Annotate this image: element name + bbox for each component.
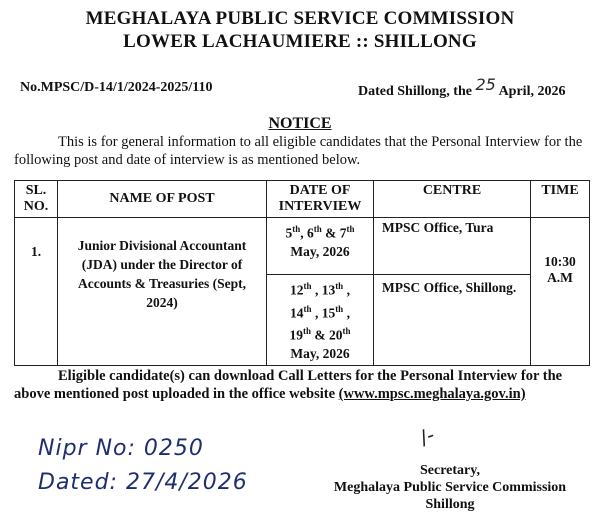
handwritten-line-2: Dated: 27/4/2026 — [38, 470, 248, 495]
cell-time: 10:30 A.M — [531, 218, 590, 366]
signatory-title: Secretary, — [420, 463, 480, 478]
download-paragraph — [14, 367, 594, 403]
table-header-row — [15, 181, 590, 218]
cell-sl-no: 1. — [15, 218, 58, 366]
commission-address: LOWER LACHAUMIERE :: SHILLONG — [123, 31, 477, 52]
cell-date-shillong: 12th , 13th , 14th , 15th , 19th & 20th May, 2026 — [267, 275, 374, 366]
commission-name: MEGHALAYA PUBLIC SERVICE COMMISSION — [85, 8, 515, 29]
header-centre: CENTRE — [374, 181, 531, 218]
intro-paragraph — [14, 133, 594, 169]
notice-title: NOTICE — [268, 115, 332, 132]
table-row — [15, 218, 590, 275]
header-name-of-post: NAME OF POST — [58, 181, 267, 218]
header-sl-no: SL. NO. — [15, 181, 58, 218]
date-day-handwritten: 25 — [475, 75, 496, 94]
signatory-org: Meghalaya Public Service Commission — [333, 480, 567, 495]
interview-schedule-table — [14, 180, 590, 366]
download-text: Eligible candidate(s) can download Call Letters for the Personal Interview for the above mentioned post uploaded in the office website — [14, 368, 563, 402]
website-link[interactable]: (www.mpsc.meghalaya.gov.in) — [338, 386, 526, 402]
date-suffix: April, 2026 — [498, 84, 566, 99]
signatory-block — [300, 462, 600, 513]
cell-centre-shillong: MPSC Office, Shillong. — [374, 275, 531, 366]
date-line — [358, 75, 566, 100]
cell-date-tura: 5th, 6th & 7th May, 2026 — [267, 218, 374, 275]
signature-mark: /- — [416, 422, 438, 450]
date-prefix: Dated Shillong, the — [358, 84, 472, 99]
header-time: TIME — [531, 181, 590, 218]
reference-number: No.MPSC/D-14/1/2024-2025/110 — [20, 80, 213, 95]
signatory-place: Shillong — [425, 497, 475, 512]
handwritten-line-1: Nipr No: 0250 — [38, 436, 204, 461]
header-date-of-interview: DATE OF INTERVIEW — [267, 181, 374, 218]
cell-post-name: Junior Divisional Accountant (JDA) under the Director of Accounts & Treasuries (Sept, 2024) — [58, 218, 267, 366]
intro-text: This is for general information to all eligible candidates that the Personal Interview for the following post and date of interview is as mentioned below. — [14, 134, 583, 168]
handwritten-note — [38, 432, 248, 500]
cell-centre-tura: MPSC Office, Tura — [374, 218, 531, 275]
